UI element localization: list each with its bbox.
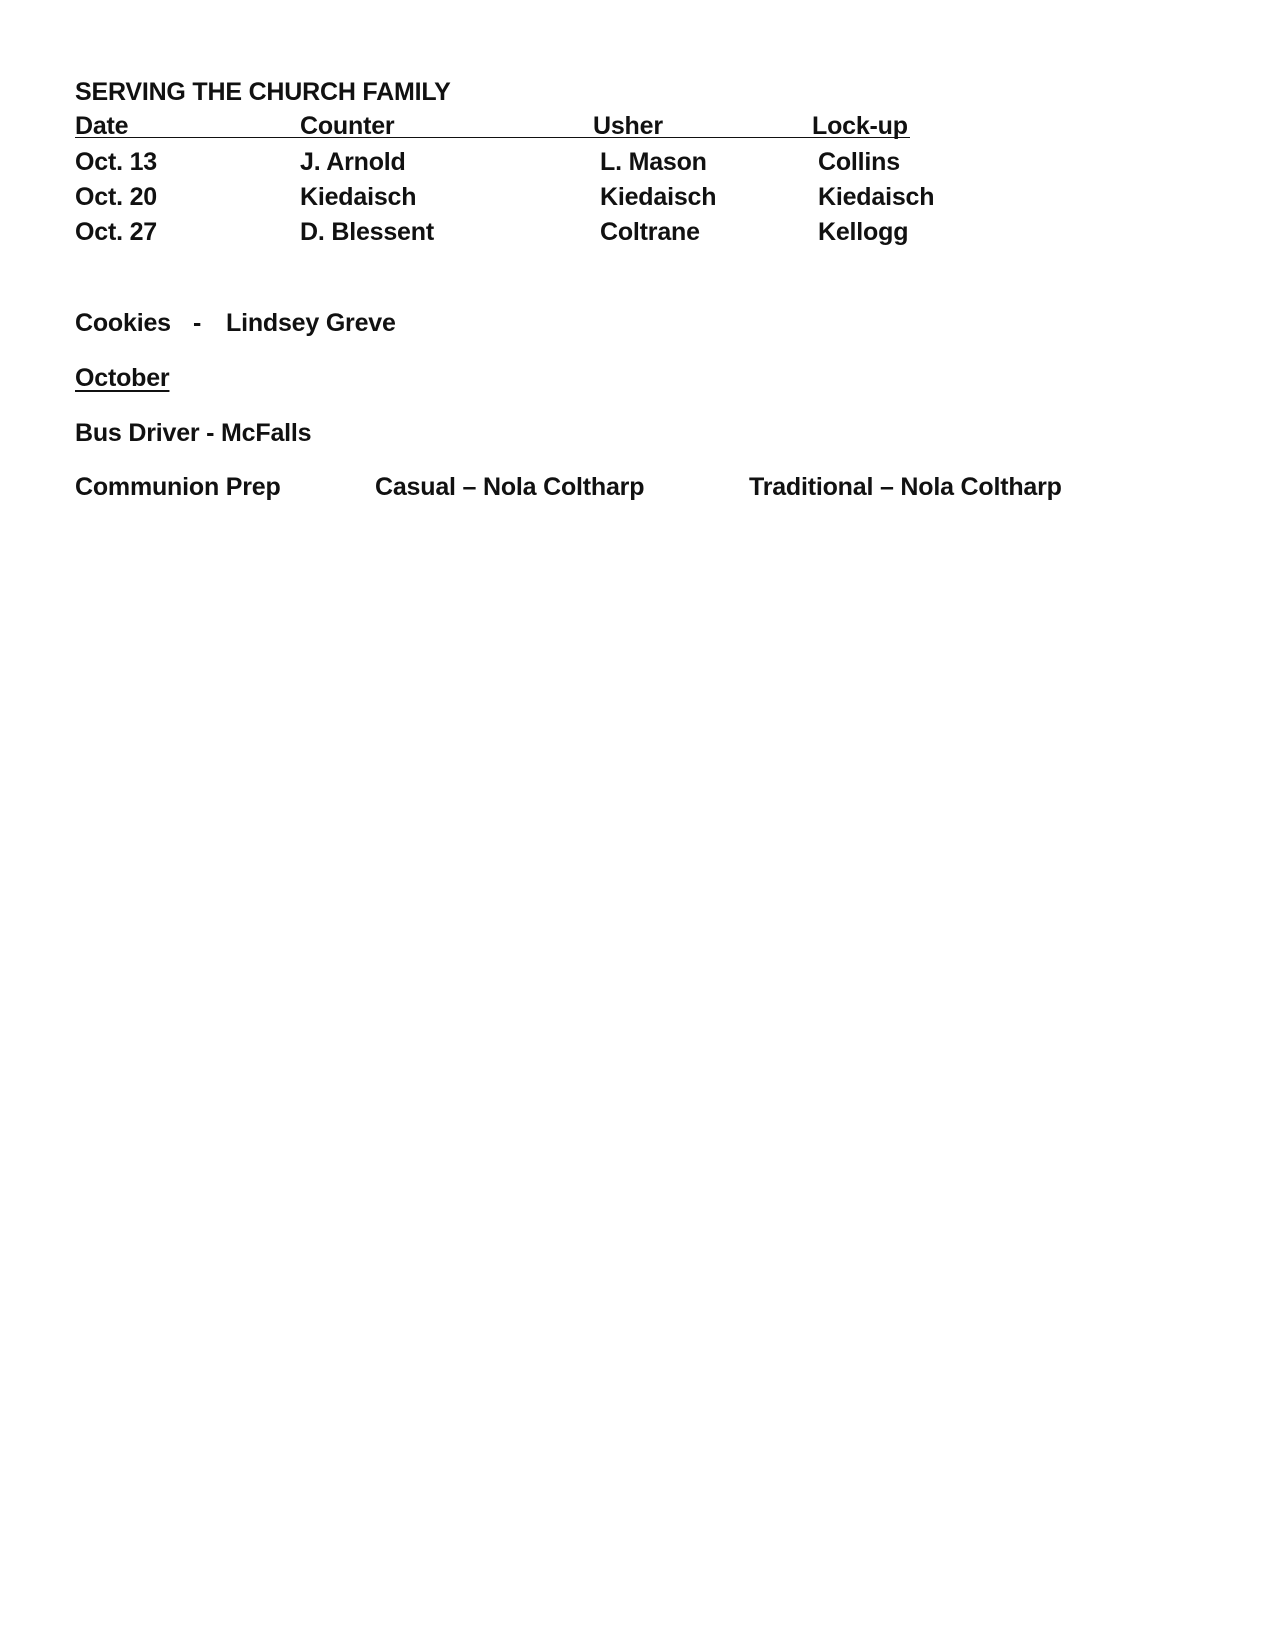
header-date: Date [75, 112, 129, 140]
row-counter: Kiedaisch [300, 183, 417, 211]
row-lockup: Kellogg [818, 218, 909, 246]
page-title: SERVING THE CHURCH FAMILY [75, 78, 451, 106]
communion-casual: Casual – Nola Coltharp [375, 473, 645, 501]
month-heading: October [75, 364, 170, 392]
row-usher: Kiedaisch [600, 183, 717, 211]
row-date: Oct. 20 [75, 183, 157, 211]
header-usher: Usher [593, 112, 663, 140]
row-lockup: Collins [818, 148, 900, 176]
bus-driver: Bus Driver - McFalls [75, 419, 312, 447]
row-date: Oct. 27 [75, 218, 157, 246]
row-usher: Coltrane [600, 218, 700, 246]
row-usher: L. Mason [600, 148, 707, 176]
communion-label: Communion Prep [75, 473, 281, 501]
cookies-label: Cookies [75, 309, 171, 337]
cookies-separator: - [193, 309, 202, 337]
communion-traditional: Traditional – Nola Coltharp [749, 473, 1062, 501]
header-rule [75, 137, 910, 138]
row-date: Oct. 13 [75, 148, 157, 176]
row-counter: J. Arnold [300, 148, 406, 176]
header-lockup: Lock-up [812, 112, 908, 140]
header-counter: Counter [300, 112, 395, 140]
row-counter: D. Blessent [300, 218, 434, 246]
row-lockup: Kiedaisch [818, 183, 935, 211]
cookies-name: Lindsey Greve [226, 309, 396, 337]
